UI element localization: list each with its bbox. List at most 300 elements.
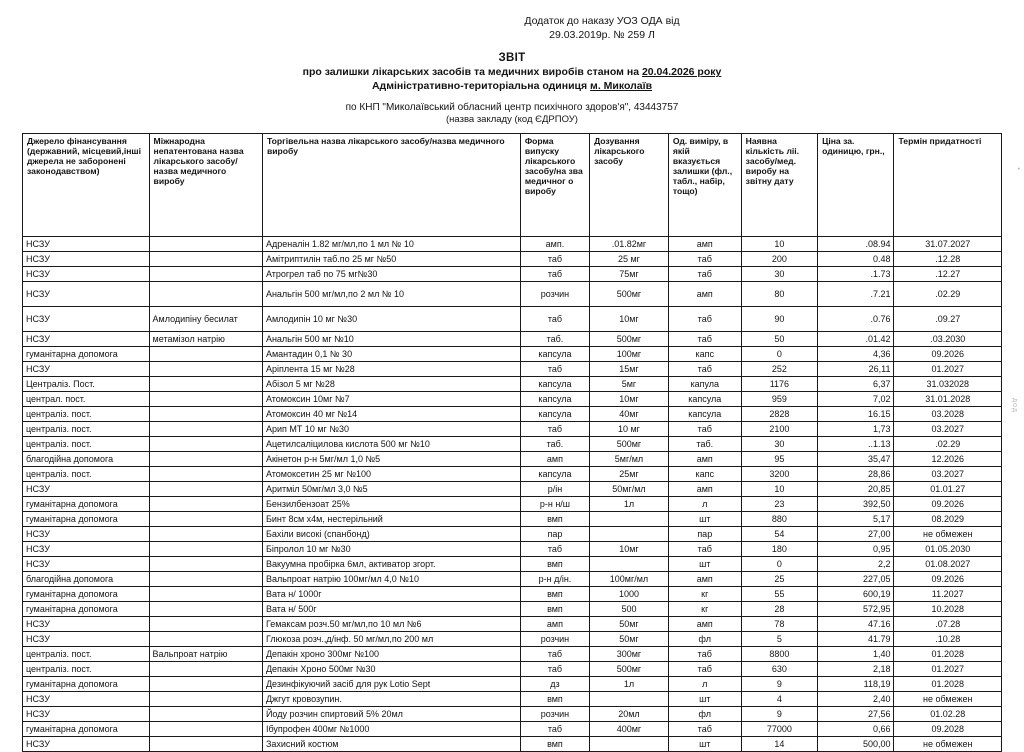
table-cell xyxy=(149,512,262,527)
table-cell: 2828 xyxy=(741,407,817,422)
table-cell: 500мг xyxy=(590,662,669,677)
table-cell: Анальгін 500 мг/мл,по 2 мл № 10 xyxy=(262,282,520,307)
table-cell: 25 мг xyxy=(590,252,669,267)
table-cell: 90 xyxy=(741,307,817,332)
table-cell: капс xyxy=(668,467,741,482)
table-cell: 959 xyxy=(741,392,817,407)
table-cell: 9 xyxy=(741,677,817,692)
table-cell: 01.01.27 xyxy=(894,482,1002,497)
table-cell: 4,36 xyxy=(818,347,894,362)
table-cell: гуманітарна допомога xyxy=(23,347,150,362)
page-subtitle-text: про залишки лікарських засобів та медичних виробів станом на xyxy=(302,66,642,79)
table-cell: 50мг xyxy=(590,632,669,647)
table-cell: р-н н/ш xyxy=(520,497,589,512)
table-cell: Вальпроат натрію xyxy=(149,647,262,662)
table-cell: Ацетилсаліцилова кислота 500 мг №10 xyxy=(262,437,520,452)
table-cell: таб xyxy=(520,662,589,677)
table-cell: 500мг xyxy=(590,437,669,452)
table-cell: централіз. пост. xyxy=(23,647,150,662)
table-row xyxy=(23,452,1002,467)
table-cell: 40мг xyxy=(590,407,669,422)
table-cell: Амлодипін 10 мг №30 xyxy=(262,307,520,332)
table-header xyxy=(23,134,1002,237)
table-cell xyxy=(149,362,262,377)
table-cell: 27,00 xyxy=(818,527,894,542)
table-cell: 3200 xyxy=(741,467,817,482)
table-row xyxy=(23,497,1002,512)
table-cell xyxy=(149,497,262,512)
table-cell: 09.2028 xyxy=(894,722,1002,737)
scan-artifact-side: дод xyxy=(1011,398,1018,413)
table-cell: капсула xyxy=(520,467,589,482)
table-cell: Анальгін 500 мг №10 xyxy=(262,332,520,347)
table-cell: амп xyxy=(668,617,741,632)
table-cell: централіз. пост. xyxy=(23,407,150,422)
document-reference xyxy=(202,14,1002,42)
table-cell: капсула xyxy=(520,377,589,392)
table-cell: пар xyxy=(668,527,741,542)
table-cell: таб xyxy=(668,542,741,557)
table-cell: Бензилбензоат 25% xyxy=(262,497,520,512)
table-row xyxy=(23,722,1002,737)
table-cell: 10 xyxy=(741,237,817,252)
table-row xyxy=(23,542,1002,557)
table-cell: таб xyxy=(520,647,589,662)
column-header-funding-source: Джерело фінансування (державний, місцевий,інші джерела не заборонені законодавством) xyxy=(23,134,150,237)
administrative-unit-value: м. Миколаїв xyxy=(590,80,653,93)
table-cell: 09.2026 xyxy=(894,497,1002,512)
table-cell xyxy=(149,252,262,267)
table-cell: .07.28 xyxy=(894,617,1002,632)
table-cell: 35,47 xyxy=(818,452,894,467)
table-row xyxy=(23,677,1002,692)
table-cell: НСЗУ xyxy=(23,527,150,542)
table-cell: амп xyxy=(668,572,741,587)
table-cell: Амлодипіну бесилат xyxy=(149,307,262,332)
table-row xyxy=(23,267,1002,282)
table-cell: 31.07.2027 xyxy=(894,237,1002,252)
table-cell: .03.2030 xyxy=(894,332,1002,347)
table-cell: таб xyxy=(668,252,741,267)
table-cell: 500,00 xyxy=(818,737,894,752)
table-cell: 10мг xyxy=(590,307,669,332)
table-cell: 100мг xyxy=(590,347,669,362)
table-cell: .12.28 xyxy=(894,252,1002,267)
table-row xyxy=(23,527,1002,542)
table-cell: таб xyxy=(668,647,741,662)
column-header-dosage-form: Форма випуску лікарського засобу/на зва медичног о виробу xyxy=(520,134,589,237)
table-cell: Абізол 5 мг №28 xyxy=(262,377,520,392)
table-cell: 200 xyxy=(741,252,817,267)
table-cell: НСЗУ xyxy=(23,282,150,307)
table-cell: 0 xyxy=(741,557,817,572)
table-cell: Централіз. Пост. xyxy=(23,377,150,392)
table-cell: амп xyxy=(520,452,589,467)
table-cell: таб. xyxy=(520,437,589,452)
table-cell: Джгут кровозупин. xyxy=(262,692,520,707)
table-cell: вмп xyxy=(520,557,589,572)
table-row xyxy=(23,602,1002,617)
table-cell: Вата н/ 500г xyxy=(262,602,520,617)
table-cell: 95 xyxy=(741,452,817,467)
table-cell: .7.21 xyxy=(818,282,894,307)
table-cell xyxy=(149,527,262,542)
table-cell: 1176 xyxy=(741,377,817,392)
table-row xyxy=(23,282,1002,307)
table-cell: 41.79 xyxy=(818,632,894,647)
table-cell: 77000 xyxy=(741,722,817,737)
table-cell: 03.2027 xyxy=(894,422,1002,437)
table-cell: 5мг/мл xyxy=(590,452,669,467)
table-cell xyxy=(149,482,262,497)
table-cell: капс xyxy=(668,347,741,362)
table-cell: гуманітарна допомога xyxy=(23,587,150,602)
table-cell: не обмежен xyxy=(894,692,1002,707)
table-cell: Ібупрофен 400мг №1000 xyxy=(262,722,520,737)
table-cell: 08.2029 xyxy=(894,512,1002,527)
table-cell: НСЗУ xyxy=(23,252,150,267)
table-cell: 5 xyxy=(741,632,817,647)
table-cell: гуманітарна допомога xyxy=(23,722,150,737)
table-cell: 880 xyxy=(741,512,817,527)
table-cell: р-н д/ін. xyxy=(520,572,589,587)
table-cell: 400мг xyxy=(590,722,669,737)
table-body xyxy=(23,237,1002,752)
table-cell: 252 xyxy=(741,362,817,377)
table-cell: Захисний костюм xyxy=(262,737,520,752)
table-cell: шт xyxy=(668,692,741,707)
table-cell: 500мг xyxy=(590,332,669,347)
table-cell: пар xyxy=(520,527,589,542)
table-cell: 600,19 xyxy=(818,587,894,602)
table-cell: 500мг xyxy=(590,282,669,307)
table-cell: 500 xyxy=(590,602,669,617)
table-cell: 10.2028 xyxy=(894,602,1002,617)
table-row xyxy=(23,587,1002,602)
table-cell: вмп xyxy=(520,587,589,602)
table-cell: амп xyxy=(520,617,589,632)
page-title: ЗВІТ xyxy=(498,52,526,65)
table-cell: централіз. пост. xyxy=(23,437,150,452)
table-cell: 392,50 xyxy=(818,497,894,512)
table-cell: не обмежен xyxy=(894,527,1002,542)
table-cell: 31.01.2028 xyxy=(894,392,1002,407)
table-cell: 5мг xyxy=(590,377,669,392)
table-cell: централіз. пост. xyxy=(23,467,150,482)
table-cell xyxy=(149,452,262,467)
table-cell: 25мг xyxy=(590,467,669,482)
table-cell: амп xyxy=(668,482,741,497)
table-cell: .02.29 xyxy=(894,437,1002,452)
table-cell: Бахіли високі (спанбонд) xyxy=(262,527,520,542)
table-cell: 180 xyxy=(741,542,817,557)
table-cell xyxy=(590,692,669,707)
table-cell: гуманітарна допомога xyxy=(23,497,150,512)
table-cell: таб xyxy=(668,422,741,437)
table-cell: Гемаксам розч.50 мг/мл,по 10 мл №6 xyxy=(262,617,520,632)
table-cell: Бинт 8см х4м, нестерільний xyxy=(262,512,520,527)
table-cell xyxy=(149,662,262,677)
table-cell: Амантадин 0,1 № 30 xyxy=(262,347,520,362)
table-cell: шт xyxy=(668,512,741,527)
table-cell: р/ін xyxy=(520,482,589,497)
table-cell: 80 xyxy=(741,282,817,307)
table-cell: НСЗУ xyxy=(23,307,150,332)
table-cell: .1.73 xyxy=(818,267,894,282)
table-cell: Адреналін 1.82 мг/мл,по 1 мл № 10 xyxy=(262,237,520,252)
table-cell xyxy=(149,677,262,692)
table-cell: капсула xyxy=(520,407,589,422)
table-cell xyxy=(149,587,262,602)
table-cell: 0.48 xyxy=(818,252,894,267)
table-cell: 01.08.2027 xyxy=(894,557,1002,572)
table-cell: Аріплента 15 мг №28 xyxy=(262,362,520,377)
table-row xyxy=(23,557,1002,572)
table-cell: 23 xyxy=(741,497,817,512)
table-cell: 1,40 xyxy=(818,647,894,662)
table-cell: 28 xyxy=(741,602,817,617)
table-cell: 227,05 xyxy=(818,572,894,587)
table-cell: таб xyxy=(520,267,589,282)
table-cell: Депакін хроно 300мг №100 xyxy=(262,647,520,662)
table-cell: 55 xyxy=(741,587,817,602)
table-cell: 50мг/мл xyxy=(590,482,669,497)
table-cell: 5,17 xyxy=(818,512,894,527)
title-block xyxy=(22,52,1002,92)
table-row xyxy=(23,617,1002,632)
table-cell: 10 xyxy=(741,482,817,497)
report-date: 20.04.2026 року xyxy=(641,66,722,79)
table-cell xyxy=(149,267,262,282)
table-cell: 47.16 xyxy=(818,617,894,632)
table-cell: 118,19 xyxy=(818,677,894,692)
table-cell: 630 xyxy=(741,662,817,677)
table-row xyxy=(23,482,1002,497)
table-cell: капсула xyxy=(668,392,741,407)
column-header-inn-name: Міжнародна непатентована назва лікарського засобу/назва медичного виробу xyxy=(149,134,262,237)
table-cell: кг xyxy=(668,587,741,602)
table-cell: 6,37 xyxy=(818,377,894,392)
table-cell: Атомоксетин 25 мг №100 xyxy=(262,467,520,482)
table-cell xyxy=(149,707,262,722)
table-cell: 01.2027 xyxy=(894,362,1002,377)
table-cell: НСЗУ xyxy=(23,617,150,632)
table-cell: НСЗУ xyxy=(23,332,150,347)
table-cell xyxy=(149,422,262,437)
column-header-unit: Од. виміру, в якій вказується залишки (фл., табл., набір, тощо) xyxy=(668,134,741,237)
table-cell: 0,66 xyxy=(818,722,894,737)
table-cell: л xyxy=(668,497,741,512)
table-cell: таб xyxy=(668,267,741,282)
table-cell: амп. xyxy=(520,237,589,252)
table-cell: централ. пост. xyxy=(23,392,150,407)
table-cell: Акінетон р-н 5мг/мл 1,0 №5 xyxy=(262,452,520,467)
document-reference-line-2: 29.03.2019р. № 259 Л xyxy=(549,29,655,42)
table-cell: благодійна допомога xyxy=(23,452,150,467)
table-cell: 15мг xyxy=(590,362,669,377)
table-cell: 9 xyxy=(741,707,817,722)
table-cell: 25 xyxy=(741,572,817,587)
table-row xyxy=(23,237,1002,252)
table-cell: 75мг xyxy=(590,267,669,282)
table-cell: 01.05.2030 xyxy=(894,542,1002,557)
table-cell: Атрогрел таб по 75 мг№30 xyxy=(262,267,520,282)
table-cell: Дезинфікуючий засіб для рук Lotio Sept xyxy=(262,677,520,692)
table-cell: Депакін Хроно 500мг №30 xyxy=(262,662,520,677)
table-cell: 09.2026 xyxy=(894,347,1002,362)
table-cell: не обмежен xyxy=(894,737,1002,752)
table-row xyxy=(23,572,1002,587)
table-cell: таб. xyxy=(668,437,741,452)
table-header-row xyxy=(23,134,1002,237)
table-cell: Вальпроат натрію 100мг/мл 4,0 №10 xyxy=(262,572,520,587)
table-cell: таб xyxy=(668,307,741,332)
table-cell: НСЗУ xyxy=(23,692,150,707)
table-cell: 16.15 xyxy=(818,407,894,422)
table-row xyxy=(23,737,1002,752)
table-cell xyxy=(149,347,262,362)
table-row xyxy=(23,422,1002,437)
table-cell: 01.2027 xyxy=(894,662,1002,677)
table-cell xyxy=(149,467,262,482)
table-cell: таб xyxy=(520,422,589,437)
table-cell: .12.27 xyxy=(894,267,1002,282)
table-row xyxy=(23,332,1002,347)
table-cell: гуманітарна допомога xyxy=(23,512,150,527)
column-header-expiry: Термін придатності xyxy=(894,134,1002,237)
table-cell: Амітриптилін таб.по 25 мг №50 xyxy=(262,252,520,267)
table-cell: амп xyxy=(668,282,741,307)
table-cell xyxy=(149,692,262,707)
table-cell: 09.2026 xyxy=(894,572,1002,587)
table-row xyxy=(23,707,1002,722)
table-cell xyxy=(590,737,669,752)
table-cell: ..1.13 xyxy=(818,437,894,452)
table-cell: вмп xyxy=(520,692,589,707)
table-cell: 03.2028 xyxy=(894,407,1002,422)
table-cell: 30 xyxy=(741,437,817,452)
scan-artifact-right: • xyxy=(1017,166,1020,173)
table-cell: 4 xyxy=(741,692,817,707)
table-row xyxy=(23,407,1002,422)
table-cell: таб xyxy=(520,362,589,377)
table-cell: НСЗУ xyxy=(23,557,150,572)
table-cell: НСЗУ xyxy=(23,542,150,557)
table-cell: Атомоксин 40 мг №14 xyxy=(262,407,520,422)
table-cell xyxy=(149,632,262,647)
organization-line: по КНП "Миколаївський обласний центр психічного здоров'я", 43443757 xyxy=(345,102,679,114)
table-cell: НСЗУ xyxy=(23,237,150,252)
column-header-unit-price: Ціна за. одиницю, грн., xyxy=(818,134,894,237)
table-cell: амп xyxy=(668,452,741,467)
table-cell: розчин xyxy=(520,282,589,307)
table-cell xyxy=(149,557,262,572)
table-cell: 300мг xyxy=(590,647,669,662)
table-cell: Глюкоза розч.,д/інф. 50 мг/мл,по 200 мл xyxy=(262,632,520,647)
administrative-unit xyxy=(22,80,1002,92)
table-cell: 26,11 xyxy=(818,362,894,377)
organization-note: (назва закладу (код ЄДРПОУ) xyxy=(446,114,578,126)
table-cell: НСЗУ xyxy=(23,482,150,497)
table-cell: метамізол натрію xyxy=(149,332,262,347)
table-cell: таб xyxy=(668,662,741,677)
table-cell: розчин xyxy=(520,707,589,722)
table-cell: НСЗУ xyxy=(23,632,150,647)
table-cell: вмп xyxy=(520,737,589,752)
table-cell: .01.42 xyxy=(818,332,894,347)
table-cell: НСЗУ xyxy=(23,362,150,377)
table-cell xyxy=(149,737,262,752)
table-cell: .01.82мг xyxy=(590,237,669,252)
table-cell: Аритміл 50мг/мл 3,0 №5 xyxy=(262,482,520,497)
table-cell xyxy=(149,617,262,632)
table-cell: Біпролол 10 мг №30 xyxy=(262,542,520,557)
table-cell: фл xyxy=(668,632,741,647)
table-cell: вмп xyxy=(520,512,589,527)
table-cell: 20мл xyxy=(590,707,669,722)
table-cell xyxy=(149,407,262,422)
table-cell: капсула xyxy=(520,392,589,407)
table-cell: 7,02 xyxy=(818,392,894,407)
table-cell: 1000 xyxy=(590,587,669,602)
table-cell: 572,95 xyxy=(818,602,894,617)
table-row xyxy=(23,647,1002,662)
table-cell xyxy=(149,542,262,557)
table-cell: 01.02.28 xyxy=(894,707,1002,722)
table-cell: .02.29 xyxy=(894,282,1002,307)
table-cell: 27,56 xyxy=(818,707,894,722)
table-cell: 1л xyxy=(590,497,669,512)
table-cell: 2,40 xyxy=(818,692,894,707)
table-cell: 100мг/мл xyxy=(590,572,669,587)
table-row xyxy=(23,662,1002,677)
table-cell: .10.28 xyxy=(894,632,1002,647)
table-cell: 30 xyxy=(741,267,817,282)
table-cell: вмп xyxy=(520,602,589,617)
table-cell: .08.94 xyxy=(818,237,894,252)
document-reference-line-1: Додаток до наказу УОЗ ОДА від xyxy=(524,15,680,27)
table-cell: 01.2028 xyxy=(894,677,1002,692)
table-cell xyxy=(590,527,669,542)
table-cell: 10мг xyxy=(590,392,669,407)
table-cell: 11.2027 xyxy=(894,587,1002,602)
table-cell: амп xyxy=(668,237,741,252)
table-cell: 03.2027 xyxy=(894,467,1002,482)
page-subtitle xyxy=(22,66,1002,78)
table-cell: 0 xyxy=(741,347,817,362)
table-row xyxy=(23,347,1002,362)
table-cell: 50мг xyxy=(590,617,669,632)
table-cell: .0.76 xyxy=(818,307,894,332)
table-cell: 50 xyxy=(741,332,817,347)
table-cell: гуманітарна допомога xyxy=(23,677,150,692)
table-row xyxy=(23,307,1002,332)
table-row xyxy=(23,362,1002,377)
table-cell: 1л xyxy=(590,677,669,692)
table-cell: 14 xyxy=(741,737,817,752)
table-cell: дз xyxy=(520,677,589,692)
table-cell: кг xyxy=(668,602,741,617)
table-cell xyxy=(149,392,262,407)
table-cell: 2,2 xyxy=(818,557,894,572)
table-cell xyxy=(149,602,262,617)
table-cell: .09.27 xyxy=(894,307,1002,332)
table-cell: таб xyxy=(520,542,589,557)
column-header-quantity: Наявна кількість ліі. засобу/мед. виробу на звітну дату xyxy=(741,134,817,237)
table-cell: 01.2028 xyxy=(894,647,1002,662)
table-cell: розчин xyxy=(520,632,589,647)
stock-report-table xyxy=(22,133,1002,752)
